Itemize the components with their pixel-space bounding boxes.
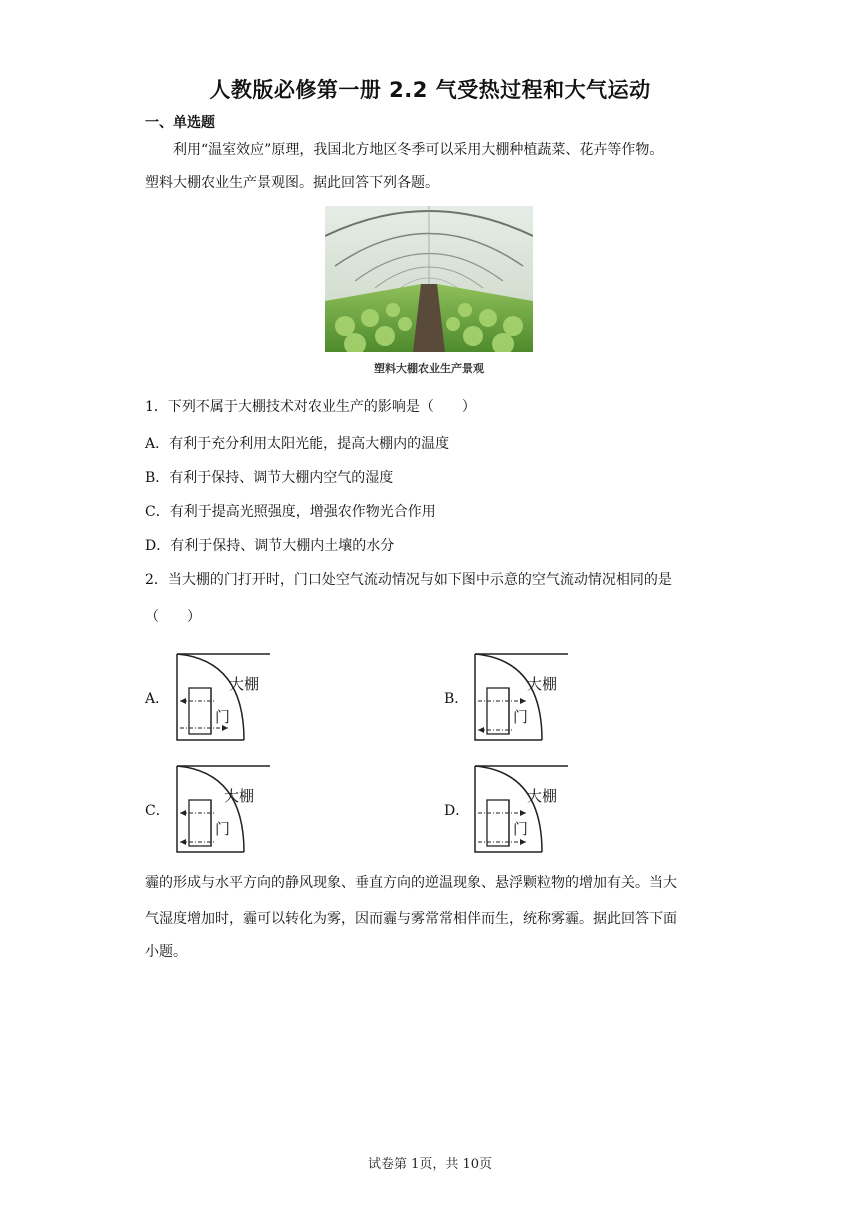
photo-caption: 塑料大棚农业生产景观 bbox=[374, 362, 484, 375]
question-1-option-b: B．有利于保持、调节大棚内空气的湿度 bbox=[145, 470, 394, 486]
question-1-option-d: D．有利于保持、调节大棚内土壤的水分 bbox=[145, 538, 395, 554]
intro-line-2: 塑料大棚农业生产景观图。据此回答下列各题。 bbox=[145, 175, 439, 191]
question-1-option-a: A．有利于充分利用太阳光能，提高大棚内的温度 bbox=[145, 436, 450, 452]
haze-line-1: 霾的形成与水平方向的静风现象、垂直方向的逆温现象、悬浮颗粒物的增加有关。当大 bbox=[145, 875, 677, 891]
question-2-stem: 2．当大棚的门打开时，门口处空气流动情况与如下图中示意的空气流动情况相同的是 bbox=[145, 572, 672, 588]
question-2-stem-paren: （ ） bbox=[145, 609, 201, 625]
section-heading: 一、单选题 bbox=[145, 115, 215, 131]
door-label: 门 bbox=[513, 708, 529, 726]
greenhouse-label: 大棚 bbox=[527, 787, 558, 805]
door-label: 门 bbox=[215, 708, 231, 726]
question-1-stem: 1．下列不属于大棚技术对农业生产的影响是（ ） bbox=[145, 399, 476, 415]
haze-line-3: 小题。 bbox=[145, 944, 187, 960]
greenhouse-label: 大棚 bbox=[224, 787, 255, 805]
question-1-option-c: C．有利于提高光照强度，增强农作物光合作用 bbox=[145, 504, 436, 520]
question-2-option-a-label: A． bbox=[145, 691, 170, 707]
greenhouse-label: 大棚 bbox=[229, 675, 260, 693]
question-2-option-d-diagram bbox=[470, 762, 570, 854]
page-footer: 试卷第 1页，共 10页 bbox=[367, 1157, 493, 1172]
haze-line-2: 气湿度增加时，霾可以转化为雾，因而霾与雾常常相伴而生，统称雾霾。据此回答下面 bbox=[145, 911, 677, 927]
greenhouse-label: 大棚 bbox=[527, 675, 558, 693]
door-label: 门 bbox=[215, 820, 231, 838]
question-2-option-b-diagram bbox=[470, 650, 570, 742]
question-2-option-d-label: D． bbox=[444, 803, 470, 819]
intro-line-1: 利用“温室效应”原理，我国北方地区冬季可以采用大棚种植蔬菜、花卉等作物。 bbox=[173, 142, 664, 158]
question-2-option-a-diagram bbox=[172, 650, 272, 742]
page-title: 人教版必修第一册 2.2 气受热过程和大气运动 bbox=[209, 78, 651, 102]
question-2-option-b-label: B． bbox=[444, 691, 469, 707]
question-2-option-c-label: C． bbox=[145, 803, 170, 819]
greenhouse-photo bbox=[325, 206, 533, 352]
question-2-option-c-diagram bbox=[172, 762, 272, 854]
door-label: 门 bbox=[513, 820, 529, 838]
